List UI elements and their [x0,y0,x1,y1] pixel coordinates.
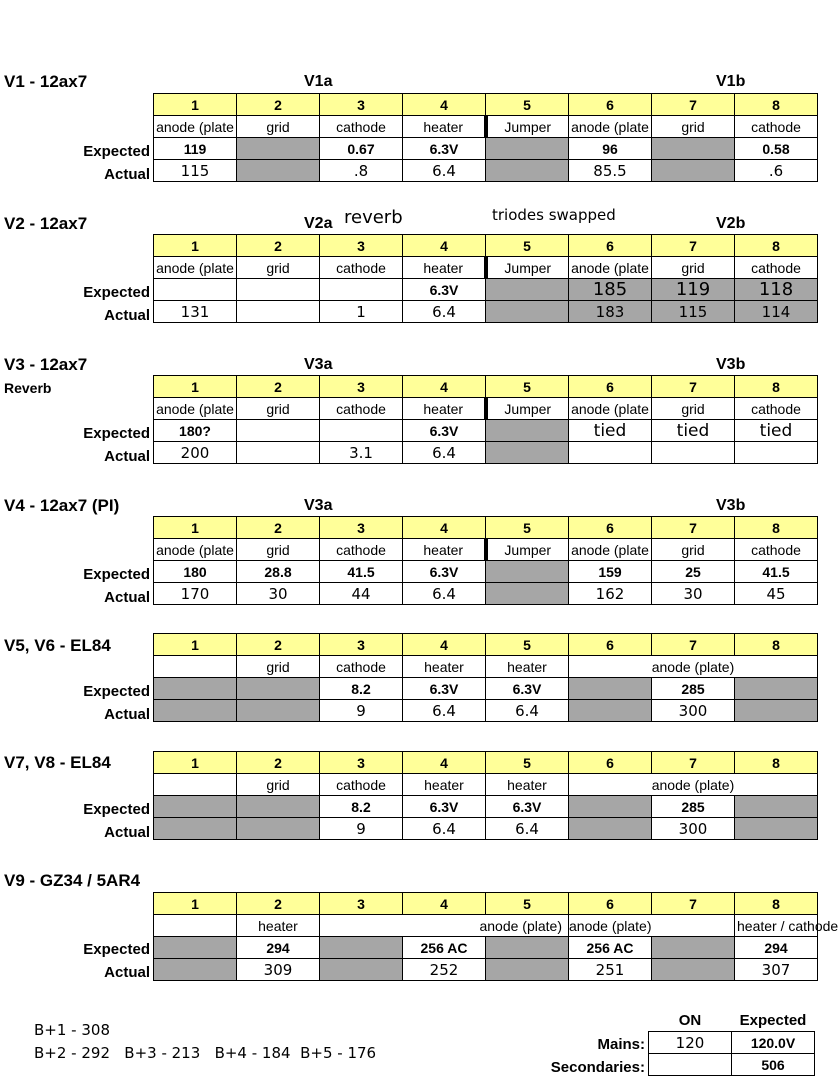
tube-title: V7, V8 - EL84 [4,753,111,772]
actual-cell [486,301,569,323]
expected-row [154,420,818,442]
actual-cell: 6.4 [403,583,486,605]
expected-cell: 96 [569,138,652,160]
expected-cell: tied [735,420,818,442]
expected-cell [735,678,818,700]
pin-cell: 5 [486,634,569,656]
function-cell: grid [652,116,735,138]
function-cell: cathode [320,539,403,561]
pin-cell: 8 [735,235,818,257]
mains-table [648,1010,815,1076]
pin-cell: 8 [735,893,818,915]
function-row [154,257,818,279]
function-row [154,915,818,937]
pin-cell: 3 [320,752,403,774]
actual-row [154,442,818,464]
triode-a-label: V3a [304,356,333,373]
actual-cell: 307 [735,959,818,981]
actual-cell: 30 [652,583,735,605]
function-cell: grid [237,656,320,678]
actual-cell: 115 [652,301,735,323]
expected-cell: 118 [735,279,818,301]
actual-cell [237,818,320,840]
actual-row [154,700,818,722]
secondaries-row [649,1054,815,1076]
function-cell: anode (plate [154,116,237,138]
actual-cell [735,442,818,464]
expected-label: Expected [83,566,150,583]
expected-cell: 180 [154,561,237,583]
actual-cell [237,700,320,722]
expected-row [154,678,818,700]
pin-cell: 7 [652,517,735,539]
function-cell: heater / cathode [735,915,818,937]
actual-cell: 309 [237,959,320,981]
expected-cell [237,678,320,700]
function-cell: heater [237,915,320,937]
function-cell: anode (plate) [569,656,818,678]
actual-cell: 30 [237,583,320,605]
pin-cell: 5 [486,376,569,398]
function-cell: cathode [320,398,403,420]
pin-cell: 7 [652,376,735,398]
function-cell: cathode [320,774,403,796]
pin-cell: 4 [403,235,486,257]
function-cell: heater [403,656,486,678]
mains-header-row [649,1010,815,1032]
function-cell: grid [237,539,320,561]
expected-cell: 28.8 [237,561,320,583]
expected-cell: tied [569,420,652,442]
pin-cell: 6 [569,235,652,257]
actual-cell [154,818,237,840]
note-reverb: reverb [344,207,403,228]
expected-row [154,937,818,959]
expected-cell [320,279,403,301]
function-cell: grid [652,398,735,420]
expected-cell [652,937,735,959]
pin-cell: 3 [320,376,403,398]
function-cell: anode (plate [569,257,652,279]
expected-cell: 119 [652,279,735,301]
pin-cell: 1 [154,634,237,656]
expected-cell [237,138,320,160]
actual-cell [237,301,320,323]
function-row [154,116,818,138]
actual-cell [154,959,237,981]
expected-cell [486,138,569,160]
expected-cell: 6.3V [403,561,486,583]
function-cell: Jumper [486,398,569,420]
function-row [154,539,818,561]
tube-title: V9 - GZ34 / 5AR4 [4,871,141,890]
actual-cell: 85.5 [569,160,652,182]
actual-cell: 6.4 [403,818,486,840]
expected-cell [154,678,237,700]
function-cell: anode (plate [569,116,652,138]
tube-title: V2 - 12ax7 [4,214,88,233]
actual-row [154,160,818,182]
expected-cell [735,796,818,818]
pin-cell: 3 [320,893,403,915]
secondaries-expected-cell: 506 [732,1054,815,1076]
function-cell: grid [652,257,735,279]
expected-cell [154,279,237,301]
pin-row [154,94,818,116]
pin-cell: 6 [569,517,652,539]
pin-cell: 6 [569,893,652,915]
actual-row [154,959,818,981]
actual-cell: 170 [154,583,237,605]
pin-cell: 1 [154,376,237,398]
on-header: ON [678,1012,702,1029]
function-cell: grid [237,257,320,279]
function-cell: anode (plate [154,398,237,420]
pin-cell: 4 [403,752,486,774]
actual-cell [237,442,320,464]
pin-row [154,376,818,398]
pin-cell: 5 [486,94,569,116]
actual-row [154,818,818,840]
function-cell: heater [486,774,569,796]
actual-cell: 252 [403,959,486,981]
expected-label: Expected [83,284,150,301]
expected-cell [569,678,652,700]
function-cell: heater [403,257,486,279]
function-cell: heater [403,398,486,420]
expected-cell [154,937,237,959]
pin-cell: 4 [403,634,486,656]
actual-cell [486,583,569,605]
expected-cell: 41.5 [735,561,818,583]
pin-row [154,634,818,656]
actual-cell: 115 [154,160,237,182]
pin-cell: 5 [486,893,569,915]
expected-cell [486,937,569,959]
function-cell [154,656,237,678]
function-cell: anode (plate) [569,774,818,796]
function-cell: Jumper [486,257,569,279]
actual-cell: 45 [735,583,818,605]
pin-cell: 1 [154,893,237,915]
function-cell: anode (plate [569,539,652,561]
pin-table [153,516,818,605]
triode-a-label: V2a [304,215,333,232]
pin-row [154,517,818,539]
triode-b-label: V3b [716,356,746,373]
expected-header: Expected [739,1012,807,1029]
pin-cell: 3 [320,634,403,656]
pin-table [153,892,838,981]
actual-row [154,583,818,605]
expected-cell [237,279,320,301]
pin-table [153,751,818,840]
actual-cell: 300 [652,700,735,722]
actual-cell: 1 [320,301,403,323]
expected-cell: 0.67 [320,138,403,160]
actual-cell [569,700,652,722]
pin-cell: 1 [154,517,237,539]
actual-cell [320,959,403,981]
actual-row [154,301,818,323]
expected-cell: 159 [569,561,652,583]
expected-cell [320,420,403,442]
triode-a-label: V3a [304,497,333,514]
actual-cell [237,160,320,182]
bplus-note-line-2: B+2 - 292 B+3 - 213 B+4 - 184 B+5 - 176 [34,1044,377,1062]
expected-cell: 6.3V [403,420,486,442]
triode-a-label: V1a [304,73,333,90]
pin-cell: 1 [154,235,237,257]
mains-on-cell: 120 [649,1032,732,1054]
expected-cell: 285 [652,796,735,818]
actual-cell [569,442,652,464]
mains-row [649,1032,815,1054]
function-cell [154,774,237,796]
function-cell: heater [486,656,569,678]
function-cell: grid [237,116,320,138]
pin-cell: 1 [154,752,237,774]
function-row [154,398,818,420]
actual-cell [652,959,735,981]
pin-cell: 7 [652,94,735,116]
tube-title: V3 - 12ax7 [4,355,88,374]
expected-cell: 180? [154,420,237,442]
function-cell: heater [403,116,486,138]
function-cell: anode (plate) [569,915,735,937]
pin-cell: 2 [237,893,320,915]
function-cell: cathode [735,398,818,420]
expected-cell: 8.2 [320,796,403,818]
expected-row [154,138,818,160]
pin-cell: 5 [486,752,569,774]
actual-cell: 6.4 [403,442,486,464]
function-cell: cathode [735,257,818,279]
actual-cell [735,700,818,722]
actual-label: Actual [104,824,150,841]
mains-label: Mains: [597,1036,645,1053]
tube-title: V4 - 12ax7 (PI) [4,496,120,515]
pin-cell: 4 [403,376,486,398]
actual-label: Actual [104,166,150,183]
expected-label: Expected [83,801,150,818]
pin-cell: 8 [735,752,818,774]
expected-cell [237,420,320,442]
secondaries-label: Secondaries: [550,1059,645,1076]
function-cell: cathode [320,257,403,279]
pin-cell: 6 [569,752,652,774]
actual-cell: 44 [320,583,403,605]
tube-title: V1 - 12ax7 [4,72,88,91]
actual-cell [486,442,569,464]
pin-cell: 6 [569,376,652,398]
function-cell: anode (plate) [320,915,569,937]
pin-cell: 8 [735,517,818,539]
actual-label: Actual [104,964,150,981]
pin-cell: 5 [486,235,569,257]
expected-cell [486,561,569,583]
pin-cell: 8 [735,634,818,656]
expected-cell: 6.3V [403,279,486,301]
actual-label: Actual [104,448,150,465]
expected-cell [154,796,237,818]
function-row [154,774,818,796]
expected-cell: 294 [237,937,320,959]
expected-cell [652,138,735,160]
actual-cell: 131 [154,301,237,323]
pin-table [153,633,818,722]
tube-subtitle: Reverb [4,380,52,396]
expected-label: Expected [83,143,150,160]
function-cell: grid [237,398,320,420]
expected-cell: 256 AC [569,937,652,959]
pin-cell: 8 [735,94,818,116]
pin-cell: 2 [237,235,320,257]
pin-cell: 4 [403,893,486,915]
pin-cell: 7 [652,893,735,915]
pin-cell: 2 [237,752,320,774]
pin-cell: 2 [237,517,320,539]
pin-table [153,234,818,323]
actual-cell [569,818,652,840]
note-triodes-swapped: triodes swapped [492,206,616,224]
actual-cell [652,160,735,182]
function-cell: anode (plate [154,539,237,561]
expected-cell: 6.3V [486,796,569,818]
mains-expected-cell: 120.0V [732,1032,815,1054]
expected-cell: 8.2 [320,678,403,700]
expected-cell [237,796,320,818]
triode-b-label: V1b [716,73,746,90]
pin-cell: 8 [735,376,818,398]
function-cell: cathode [320,656,403,678]
actual-label: Actual [104,307,150,324]
function-cell: anode (plate [154,257,237,279]
actual-cell: 183 [569,301,652,323]
function-row [154,656,818,678]
function-cell: grid [652,539,735,561]
actual-cell [486,160,569,182]
function-cell: Jumper [486,539,569,561]
pin-row [154,893,818,915]
pin-table [153,93,818,182]
actual-cell: 6.4 [403,160,486,182]
actual-cell: 114 [735,301,818,323]
expected-cell: 6.3V [486,678,569,700]
expected-cell: 0.58 [735,138,818,160]
expected-cell: 41.5 [320,561,403,583]
expected-cell: 6.3V [403,678,486,700]
expected-row [154,561,818,583]
pin-table [153,375,818,464]
pin-cell: 7 [652,752,735,774]
expected-cell [320,937,403,959]
secondaries-on-cell [649,1054,732,1076]
expected-cell: 256 AC [403,937,486,959]
expected-cell: 185 [569,279,652,301]
pin-cell: 6 [569,634,652,656]
triode-b-label: V2b [716,215,746,232]
pin-row [154,235,818,257]
actual-cell: 200 [154,442,237,464]
expected-label: Expected [83,941,150,958]
pin-cell: 7 [652,634,735,656]
actual-cell: 300 [652,818,735,840]
pin-cell: 6 [569,94,652,116]
pin-cell: 4 [403,94,486,116]
pin-cell: 7 [652,235,735,257]
actual-cell: 6.4 [486,700,569,722]
actual-cell [486,959,569,981]
expected-cell: 119 [154,138,237,160]
actual-cell: 162 [569,583,652,605]
pin-cell: 4 [403,517,486,539]
actual-cell: 251 [569,959,652,981]
function-cell: anode (plate [569,398,652,420]
pin-cell: 1 [154,94,237,116]
pin-cell: 5 [486,517,569,539]
actual-cell [735,818,818,840]
bplus-note-line-1: B+1 - 308 [34,1021,110,1039]
expected-cell: tied [652,420,735,442]
expected-cell [486,279,569,301]
function-cell: heater [403,774,486,796]
expected-row [154,796,818,818]
expected-label: Expected [83,683,150,700]
pin-cell: 2 [237,376,320,398]
actual-cell: 9 [320,818,403,840]
actual-cell: 6.4 [403,301,486,323]
expected-cell [486,420,569,442]
function-cell: cathode [320,116,403,138]
function-cell: grid [237,774,320,796]
expected-cell: 25 [652,561,735,583]
function-cell: cathode [735,539,818,561]
function-cell: Jumper [486,116,569,138]
expected-cell: 294 [735,937,818,959]
function-cell: cathode [735,116,818,138]
actual-cell: 6.4 [403,700,486,722]
function-cell: heater [403,539,486,561]
actual-cell: 3.1 [320,442,403,464]
actual-cell: 6.4 [486,818,569,840]
actual-label: Actual [104,589,150,606]
pin-cell: 3 [320,235,403,257]
triode-b-label: V3b [716,497,746,514]
tube-title: V5, V6 - EL84 [4,636,111,655]
expected-cell: 285 [652,678,735,700]
actual-cell: .8 [320,160,403,182]
expected-cell [569,796,652,818]
pin-row [154,752,818,774]
actual-cell: 9 [320,700,403,722]
pin-cell: 3 [320,94,403,116]
actual-label: Actual [104,706,150,723]
expected-row [154,279,818,301]
actual-cell [652,442,735,464]
actual-cell [154,700,237,722]
pin-cell: 2 [237,634,320,656]
function-cell [154,915,237,937]
actual-cell: .6 [735,160,818,182]
expected-cell: 6.3V [403,796,486,818]
pin-cell: 2 [237,94,320,116]
pin-cell: 3 [320,517,403,539]
expected-cell: 6.3V [403,138,486,160]
expected-label: Expected [83,425,150,442]
